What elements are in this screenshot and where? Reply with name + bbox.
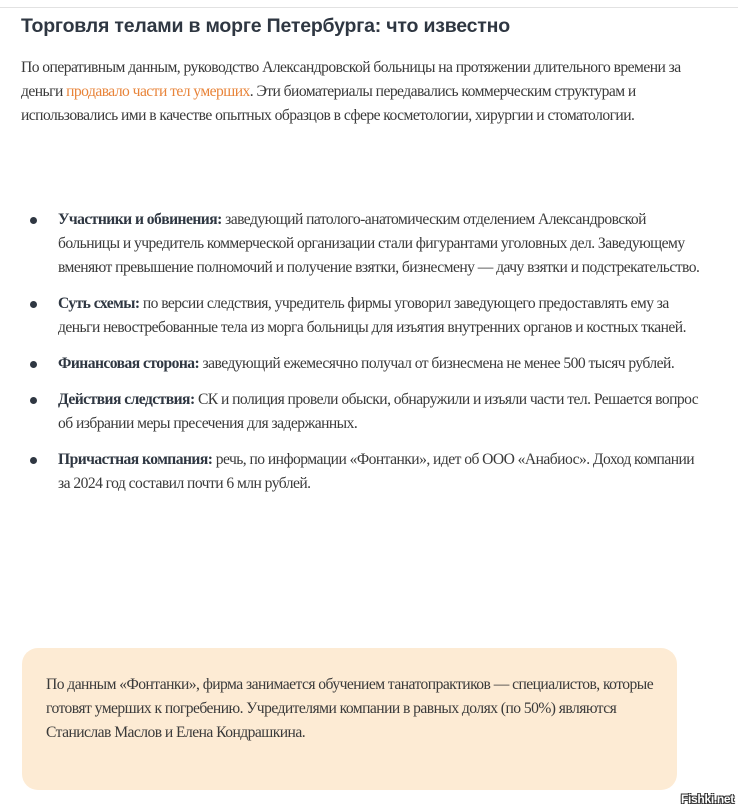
fact-label: Суть схемы:	[58, 295, 140, 312]
bullet-icon	[30, 457, 37, 464]
fact-text: заведующий патолого-анатомическим отделением Александровской больницы и учредитель коммерческой организации стали фигурантами уголовных дел. Заведующему вменяют превышение полномочий и получение взятки, бизнесмену — дачу взятки и подстрекательство.	[58, 211, 700, 276]
facts-list	[0, 208, 700, 508]
watermark-logo: Fishki.net	[680, 792, 734, 806]
bullet-icon	[30, 217, 37, 224]
top-divider	[0, 7, 738, 8]
fact-text: СК и полиция провели обыски, обнаружили и изъяли части тел. Решается вопрос об избрании меры пресечения для задержанных.	[58, 391, 699, 432]
lead-text-before: По оперативным данным, руководство Александровской больницы на протяжении длительного времени за деньги	[21, 59, 681, 100]
bullet-icon	[30, 301, 37, 308]
lead-link[interactable]: продавало части тел умерших	[66, 83, 250, 100]
lead-paragraph	[21, 56, 691, 128]
fact-label: Причастная компания:	[58, 451, 213, 468]
list-item	[0, 448, 700, 496]
lead-text-after: . Эти биоматериалы передавались коммерческим структурам и использовались ими в качестве опытных образцов в сфере косметологии, хирургии и стоматологии.	[21, 83, 636, 124]
fact-text: речь, по информации «Фонтанки», идет об ООО «Анабиос». Доход компании за 2024 год составил почти 6 млн рублей.	[58, 451, 695, 492]
fact-label: Финансовая сторона:	[58, 355, 200, 372]
article-title: Торговля телами в морге Петербурга: что известно	[21, 15, 510, 37]
bullet-icon	[30, 397, 37, 404]
bullet-icon	[30, 361, 37, 368]
list-item	[0, 292, 700, 340]
list-item	[0, 208, 700, 280]
fact-label: Участники и обвинения:	[58, 211, 222, 228]
fact-label: Действия следствия:	[58, 391, 195, 408]
list-item	[0, 388, 700, 436]
fact-text: заведующий ежемесячно получал от бизнесмена не менее 500 тысяч рублей.	[199, 355, 675, 372]
fact-text: по версии следствия, учредитель фирмы уговорил заведующего предоставлять ему за деньги невостребованные тела из морга больницы для изъятия внутренних органов и костных тканей.	[58, 295, 686, 336]
note-text: По данным «Фонтанки», фирма занимается обучением танатопрактиков — специалистов, которые готовят умерших к погребению. Учредителями компании в равных долях (по 50%) являются Станислав Маслов и Елена Кондрашкина.	[46, 676, 654, 741]
list-item	[0, 352, 700, 376]
note-callout	[22, 648, 677, 790]
